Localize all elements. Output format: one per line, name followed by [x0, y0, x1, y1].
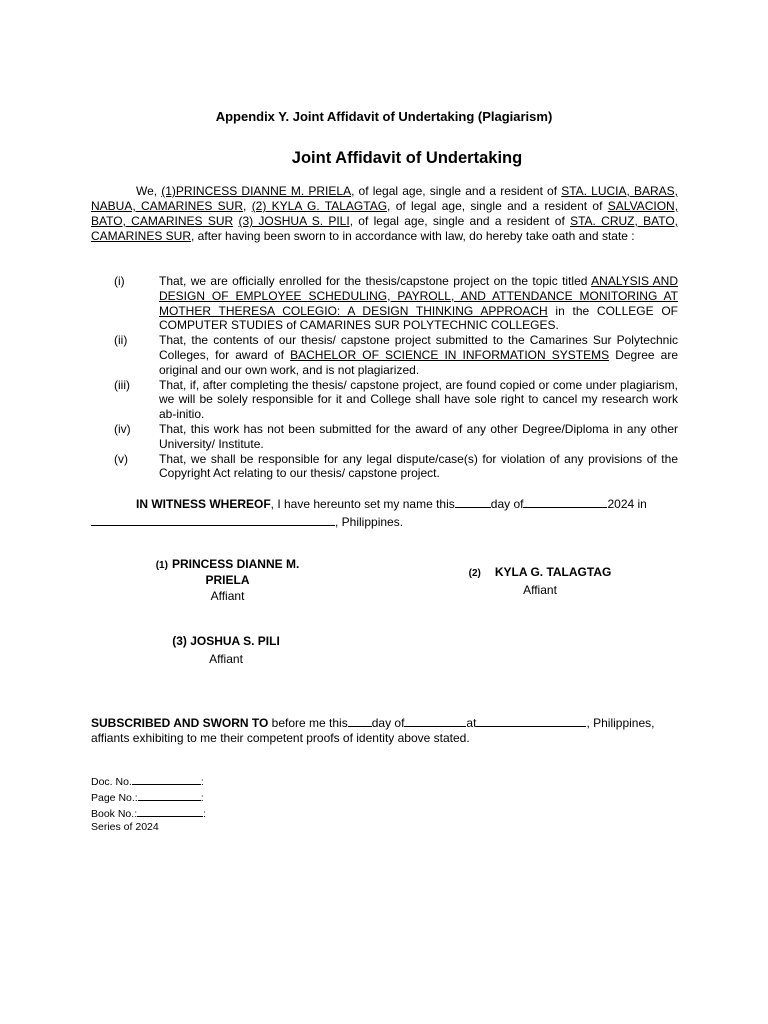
witness-text-3: 2024 in [607, 497, 647, 511]
affiant-1-tag: (1) [155, 560, 168, 571]
affiant-1-signature-name: PRINCESS DIANNE M. PRIELA [171, 557, 300, 587]
list-item [91, 378, 678, 422]
affiant-2-name: (2) KYLA G. TALAGTAG [251, 199, 388, 213]
affiant-2-tag: (2) [468, 568, 481, 579]
undertaking-list [91, 274, 678, 481]
intro-text-3: , of legal age, single and a resident of [349, 214, 571, 228]
sworn-text-1: before me this [268, 716, 348, 730]
affiant-1-role: Affiant [210, 589, 245, 603]
witness-text-2: day of [490, 497, 524, 511]
document-title: Joint Affidavit of Undertaking [291, 149, 523, 167]
doc-no-label: Doc. No. [91, 776, 132, 788]
item-text: That, we are officially enrolled for the thesis/capstone project on the topic titled [159, 274, 592, 288]
thesis-title: ANALYSIS AND DESIGN OF EMPLOYEE SCHEDULING, PAYROLL, AND ATTENDANCE MONITORING AT MOTHER THERESA COLEGIO: A DESIGN THINKING APPROACH [159, 274, 679, 318]
page-no-blank[interactable] [138, 789, 201, 801]
sworn-day-blank[interactable] [348, 715, 372, 727]
affiant-1-signature [150, 557, 305, 603]
item-number: (v) [114, 451, 128, 466]
sworn-text-2: day of [371, 716, 405, 730]
item-number: (i) [114, 274, 125, 288]
witness-clause [91, 495, 678, 531]
item-number: (iv) [114, 421, 131, 436]
affiant-2-signature [455, 565, 625, 597]
affiant-3-address: STA. CRUZ, BATO, CAMARINES SUR [91, 214, 678, 243]
intro-paragraph [91, 184, 678, 244]
affiant-3-signature-name: (3) JOSHUA S. PILI [172, 634, 280, 648]
item-text-after: in the COLLEGE OF COMPUTER STUDIES of CAMARINES SUR POLYTECHNIC COLLEGES. [159, 303, 678, 333]
book-no-line [91, 805, 206, 821]
appendix-heading: Appendix Y. Joint Affidavit of Undertaking (Plagiarism) [215, 109, 553, 124]
affiant-3-signature [160, 634, 292, 666]
book-no-blank[interactable] [137, 805, 203, 817]
affiant-2-role: Affiant [523, 583, 557, 597]
sworn-clause [91, 715, 678, 746]
item-text: That, this work has not been submitted for the award of any other Degree/Diploma in any other University/ Institute. [159, 421, 678, 451]
list-item [91, 274, 678, 333]
sworn-text-4: , Philippines, affiants exhibiting to me their competent proofs of identity above stated. [91, 716, 655, 745]
sworn-text-3: at [466, 716, 477, 730]
list-item [91, 452, 678, 482]
colon: : [200, 776, 204, 788]
affiant-1-name: (1)PRINCESS DIANNE M. PRIELA [161, 184, 352, 198]
item-text: That, if, after completing the thesis/ capstone project, are found copied or come under plagiarism, we will be solely responsible for it and College shall have sole right to cancel my research work ab-initio. [159, 377, 678, 422]
affiant-3-role: Affiant [209, 652, 243, 666]
affiant-3-name: (3) JOSHUA S. PILI [238, 214, 350, 228]
intro-we: We, [136, 184, 162, 198]
item-number: (iii) [114, 377, 130, 392]
witness-text-4: , Philippines. [335, 515, 404, 529]
series-line: Series of 2024 [91, 821, 159, 833]
item-text: That, the contents of our thesis/ capstone project submitted to the Camarines Sur Polytechnic Colleges, for award of [159, 333, 678, 362]
list-item [91, 333, 678, 377]
affiant-2-address: SALVACION, BATO, CAMARINES SUR [91, 199, 679, 228]
intro-text-1: , of legal age, single and a resident of [351, 184, 562, 198]
page-no-line [91, 789, 206, 805]
intro-text-2: , of legal age, single and a resident of [387, 199, 608, 213]
degree-name: BACHELOR OF SCIENCE IN INFORMATION SYSTEMS [290, 347, 610, 362]
place-blank[interactable] [91, 514, 335, 526]
colon: : [200, 792, 204, 804]
sworn-month-blank[interactable] [404, 715, 466, 727]
intro-closing: , after having been sworn to in accordance with law, do hereby take oath and state : [191, 229, 635, 243]
intro-sep-1: , [243, 199, 252, 213]
item-text-after: Degree are original and our own work, and is not plagiarized. [159, 347, 678, 377]
colon: : [203, 808, 207, 820]
doc-no-line [91, 773, 206, 789]
sworn-place-blank[interactable] [476, 715, 586, 727]
month-blank[interactable] [523, 496, 607, 508]
notarial-details [91, 773, 206, 834]
item-number: (ii) [114, 333, 128, 348]
affiant-2-signature-name: KYLA G. TALAGTAG [494, 565, 612, 579]
day-blank[interactable] [455, 496, 491, 508]
page-no-label: Page No.: [91, 792, 138, 804]
affiant-1-address: STA. LUCIA, BARAS, NABUA, CAMARINES SUR [91, 184, 678, 213]
list-item [91, 422, 678, 452]
witness-text-1: , I have hereunto set my name this [270, 497, 455, 511]
book-no-label: Book No.: [91, 808, 138, 820]
sworn-heading: SUBSCRIBED AND SWORN TO [91, 716, 269, 730]
doc-no-blank[interactable] [132, 773, 201, 785]
witness-heading: IN WITNESS WHEREOF [136, 497, 271, 511]
item-text: That, we shall be responsible for any legal dispute/case(s) for violation of any provisions of the Copyright Act relating to our thesis/ capstone project. [159, 451, 678, 481]
